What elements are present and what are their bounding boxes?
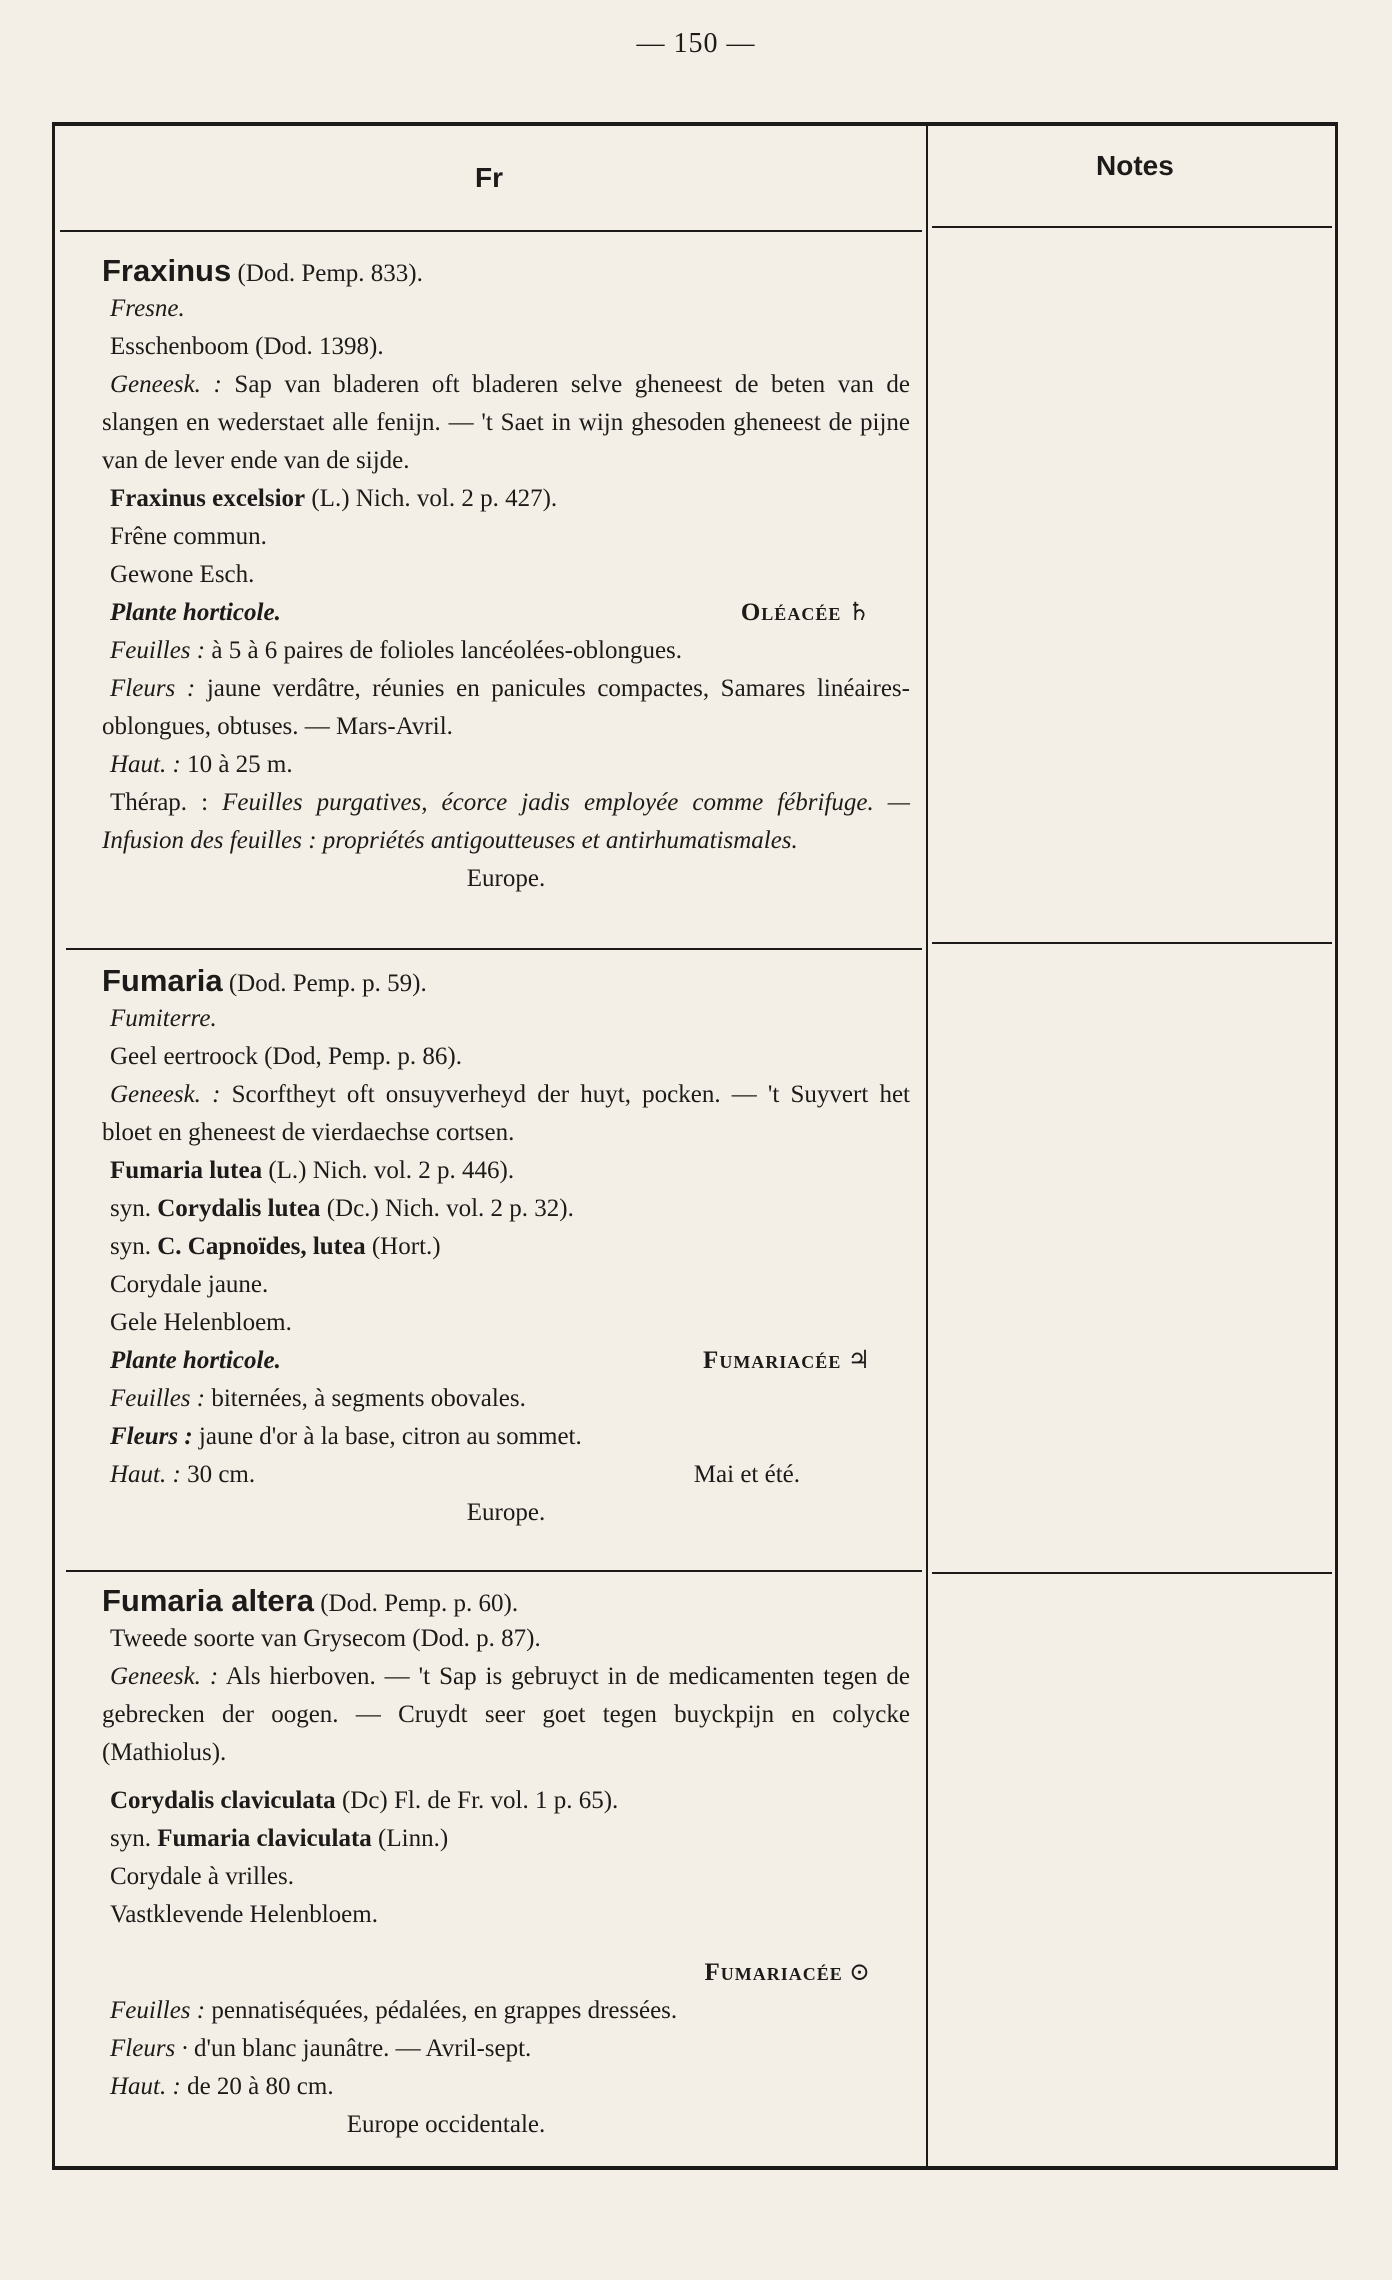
column-divider	[926, 125, 928, 2167]
species-name: Fraxinus excelsior	[110, 485, 306, 512]
genus-reference: (Dod. Pemp. p. 60).	[320, 1590, 519, 1617]
flowers-text: jaune verdâtre, réunies en panicules compactes, Samares linéaires-oblongues, obtuses. — Mars-Avril.	[102, 675, 910, 740]
synonym-reference: (Hort.)	[371, 1233, 441, 1260]
entry-fraxinus	[102, 252, 910, 898]
annual-symbol-icon: ⊙	[849, 1959, 870, 1986]
species-name: Fumaria lutea	[110, 1157, 263, 1184]
region: Europe occidentale.	[346, 2111, 546, 2138]
entry-fumaria-altera	[102, 1582, 910, 2144]
region: Europe.	[466, 865, 546, 892]
french-name: Fresne.	[110, 295, 185, 322]
synonym-name: C. Capnoïdes, lutea	[157, 1233, 366, 1260]
common-name-fr: Corydale à vrilles.	[110, 1863, 294, 1890]
dutch-name: Tweede soorte van Grysecom (Dod. p. 87).	[110, 1625, 541, 1652]
flowers-text: d'un blanc jaunâtre. — Avril-sept.	[194, 2035, 532, 2062]
family-name: Fumariacée	[704, 1959, 843, 1986]
leaves-text: à 5 à 6 paires de folioles lancéolées-oblongues.	[211, 637, 683, 664]
flowers-label: Fleurs :	[110, 675, 196, 702]
common-name-fr: Frêne commun.	[110, 523, 267, 550]
height-label: Haut. :	[110, 2073, 181, 2100]
plant-type: Plante horticole.	[110, 599, 281, 626]
genus-title: Fraxinus	[102, 253, 232, 288]
flowers-paragraph	[102, 670, 910, 746]
region: Europe.	[466, 1499, 546, 1526]
leaves-label: Feuilles :	[110, 637, 206, 664]
geneesk-paragraph	[102, 1658, 910, 1772]
common-name-nl: Gewone Esch.	[110, 561, 255, 588]
species-name: Corydalis claviculata	[110, 1787, 336, 1814]
leaves-text: pennatiséquées, pédalées, en grappes dressées.	[211, 1997, 678, 2024]
synonym-reference: (Linn.)	[378, 1825, 449, 1852]
therapy-paragraph	[102, 784, 910, 860]
perennial-symbol-icon: ♃	[847, 1347, 870, 1374]
height-label: Haut. :	[110, 751, 181, 778]
geneesk-text: Sap van bladeren oft bladeren selve gheneest de beten van de slangen en wederstaet alle fenijn. — 't Saet in wijn ghesoden gheneest de pijne van de lever ende van de sijde.	[102, 371, 910, 474]
flowers-label: Fleurs ·	[110, 2035, 188, 2062]
entry-rule-1	[66, 948, 922, 950]
height-text: 30 cm.	[187, 1461, 256, 1488]
entry-fumaria	[102, 962, 910, 1532]
synonym-label: syn.	[110, 1195, 151, 1222]
leaves-text: biternées, à segments obovales.	[211, 1385, 526, 1412]
synonym-reference: (Dc.) Nich. vol. 2 p. 32).	[326, 1195, 574, 1222]
geneesk-text: Als hierboven. — 't Sap is gebruyct in de medicamenten tegen de gebrecken der oogen. — Cruydt seer goet tegen buyckpijn en colycke (Mathiolus).	[102, 1663, 911, 1766]
tree-symbol-icon: ♄	[847, 599, 870, 626]
height-label: Haut. :	[110, 1461, 181, 1488]
entry-rule-2	[66, 1570, 922, 1572]
species-reference: (L.) Nich. vol. 2 p. 446).	[268, 1157, 515, 1184]
family-name: Fumariacée	[703, 1347, 842, 1374]
header-rule-fr	[60, 230, 922, 232]
entry-rule-1-notes	[932, 942, 1332, 944]
geneesk-paragraph	[102, 366, 910, 480]
page-number: — 150 —	[636, 28, 756, 59]
synonym-label: syn.	[110, 1825, 151, 1852]
french-name: Fumiterre.	[110, 1005, 217, 1032]
entry-rule-2-notes	[932, 1572, 1332, 1574]
dutch-name: Esschenboom (Dod. 1398).	[110, 333, 384, 360]
plant-type: Plante horticole.	[110, 1347, 281, 1374]
common-name-nl: Vastklevende Helenbloem.	[110, 1901, 378, 1928]
genus-title: Fumaria	[102, 963, 223, 998]
height-text: de 20 à 80 cm.	[187, 2073, 334, 2100]
geneesk-paragraph	[102, 1076, 910, 1152]
geneesk-label: Geneesk. :	[110, 1663, 219, 1690]
species-reference: (L.) Nich. vol. 2 p. 427).	[311, 485, 558, 512]
flowers-text: jaune d'or à la base, citron au sommet.	[198, 1423, 582, 1450]
leaves-label: Feuilles :	[110, 1997, 206, 2024]
synonym-label: syn.	[110, 1233, 151, 1260]
geneesk-label: Geneesk. :	[110, 371, 222, 398]
synonym-name: Fumaria claviculata	[157, 1825, 372, 1852]
common-name-fr: Corydale jaune.	[110, 1271, 269, 1298]
column-header-fr: Fr	[475, 162, 503, 193]
species-reference: (Dc) Fl. de Fr. vol. 1 p. 65).	[341, 1787, 619, 1814]
flowers-label: Fleurs :	[110, 1423, 193, 1450]
family-name: Oléacée	[740, 599, 842, 626]
genus-title: Fumaria altera	[102, 1583, 314, 1618]
common-name-nl: Gele Helenbloem.	[110, 1309, 292, 1336]
height-text: 10 à 25 m.	[187, 751, 293, 778]
genus-reference: (Dod. Pemp. p. 59).	[228, 970, 427, 997]
dutch-name: Geel eertroock (Dod, Pemp. p. 86).	[110, 1043, 462, 1070]
leaves-label: Feuilles :	[110, 1385, 206, 1412]
genus-reference: (Dod. Pemp. 833).	[237, 260, 423, 287]
synonym-name: Corydalis lutea	[157, 1195, 321, 1222]
header-rule-notes	[932, 226, 1332, 228]
season-text: Mai et été.	[693, 1461, 800, 1488]
therapy-label: Thérap. :	[110, 789, 209, 816]
therapy-text: Feuilles purgatives, écorce jadis employée comme fébrifuge. — Infusion des feuilles : propriétés antigoutteuses et antirhumatismales.	[102, 789, 911, 854]
geneesk-text: Scorftheyt oft onsuyverheyd der huyt, pocken. — 't Suyvert het bloet en gheneest de vierdaechse cortsen.	[102, 1081, 911, 1146]
column-header-notes: Notes	[1096, 150, 1174, 181]
geneesk-label: Geneesk. :	[110, 1081, 221, 1108]
